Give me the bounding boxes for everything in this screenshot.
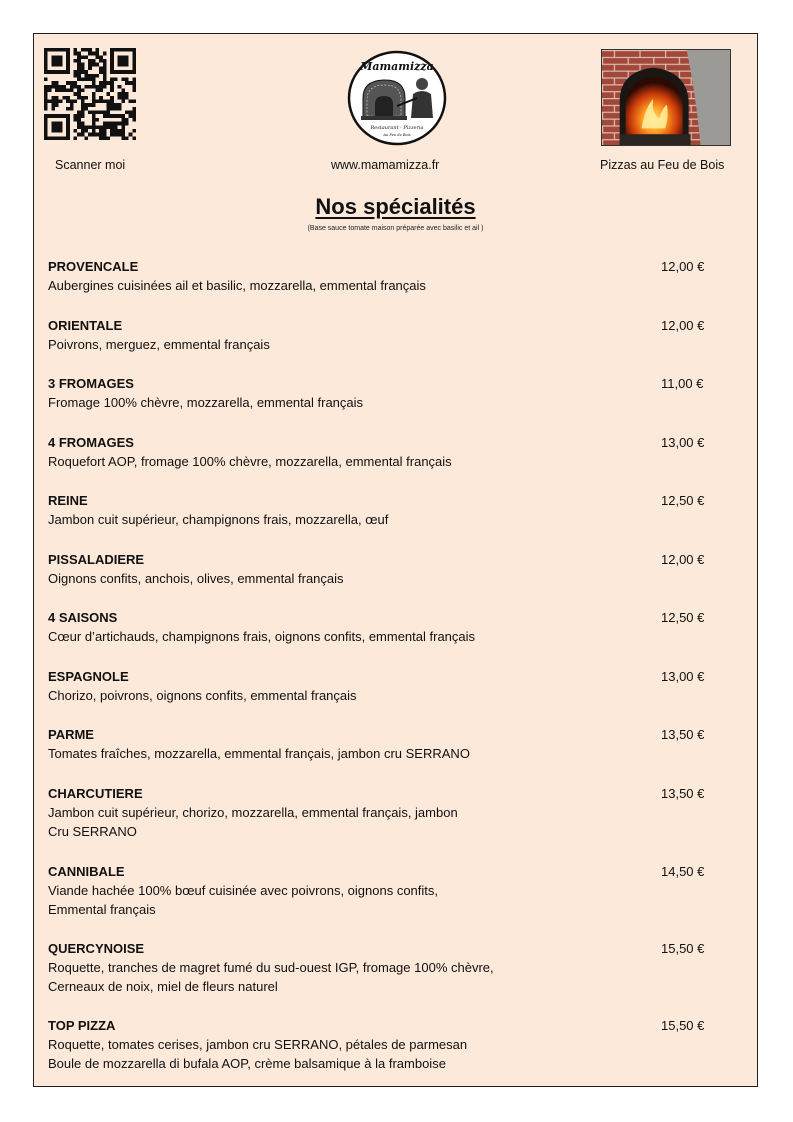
item-name: 3 FROMAGES (48, 376, 134, 391)
item-description: Roquefort AOP, fromage 100% chèvre, mozzarella, emmental français (48, 453, 452, 469)
item-price: 11,00 € (661, 376, 704, 391)
item-price: 12,50 € (661, 610, 705, 625)
item-description: Cœur d’artichauds, champignons frais, oignons confits, emmental français (48, 629, 476, 644)
website-link[interactable]: www.mamamizza.fr (331, 158, 440, 172)
item-name: QUERCYNOISE (48, 940, 145, 956)
item-price: 13,50 € (661, 727, 705, 742)
menu-item (48, 862, 748, 920)
item-price: 13,50 € (661, 785, 705, 801)
item-name: REINE (48, 493, 88, 508)
menu-item (48, 939, 748, 997)
item-price: 14,50 € (661, 863, 705, 879)
qr-caption: Scanner moi (55, 158, 126, 172)
item-description: Emmental français (48, 902, 156, 917)
menu-item (48, 550, 748, 589)
item-description: Aubergines cuisinées ail et basilic, mozzarella, emmental français (48, 278, 426, 293)
menu-item (48, 667, 748, 706)
item-price: 12,50 € (661, 493, 705, 508)
item-price: 12,00 € (661, 259, 705, 274)
item-price: 12,00 € (661, 317, 705, 333)
item-name: CHARCUTIERE (48, 785, 143, 801)
item-description: Cru SERRANO (48, 824, 137, 839)
logo-brand-text: Mamamizza (360, 60, 434, 73)
item-description: Poivrons, merguez, emmental français (48, 336, 270, 352)
item-name: 4 FROMAGES (48, 434, 134, 450)
section-subtitle: (Base sauce tomate maison préparée avec basilic et ail ) (307, 225, 484, 232)
logo-tagline-text: Restaurant · Pizzeria (370, 125, 424, 131)
item-name: PISSALADIERE (48, 551, 145, 567)
menu-items-list (48, 257, 748, 1074)
item-description: Chorizo, poivrons, oignons confits, emmental français (48, 687, 357, 703)
item-name: ORIENTALE (48, 317, 123, 333)
item-name: CANNIBALE (48, 863, 125, 879)
item-price: 13,00 € (661, 434, 705, 450)
menu-item (48, 374, 748, 413)
menu-item (48, 784, 748, 842)
qr-code-icon[interactable] (44, 47, 136, 141)
wood-fire-oven-photo (601, 49, 731, 146)
item-name: PARME (48, 727, 94, 742)
item-name: ESPAGNOLE (48, 668, 129, 684)
item-description: Viande hachée 100% bœuf cuisinée avec poivrons, oignons confits, (48, 882, 439, 898)
section-title: Nos spécialités (315, 194, 476, 219)
item-description: Fromage 100% chèvre, mozzarella, emmental français (48, 395, 364, 410)
menu-sheet (33, 33, 758, 1087)
item-name: PROVENCALE (48, 259, 139, 274)
restaurant-logo (347, 50, 447, 146)
menu-item (48, 725, 748, 764)
item-price: 13,00 € (661, 668, 705, 684)
item-description: Jambon cuit supérieur, champignons frais, mozzarella, œuf (48, 512, 389, 527)
item-description: Oignons confits, anchois, olives, emmental français (48, 570, 344, 586)
item-description: Boule de mozzarella di bufala AOP, crème balsamique à la framboise (48, 1056, 446, 1071)
item-description: Roquette, tranches de magret fumé du sud-ouest IGP, fromage 100% chèvre, (48, 959, 494, 975)
item-description: Cerneaux de noix, miel de fleurs naturel (48, 979, 278, 994)
menu-item (48, 257, 748, 296)
item-description: Jambon cuit supérieur, chorizo, mozzarella, emmental français, jambon (48, 804, 458, 820)
item-name: 4 SAISONS (48, 610, 118, 625)
item-description: Tomates fraîches, mozzarella, emmental français, jambon cru SERRANO (48, 746, 470, 761)
item-price: 15,50 € (661, 1017, 705, 1033)
item-price: 15,50 € (661, 940, 705, 956)
logo-subtagline-text: Au Feu de Bois (383, 133, 411, 137)
menu-item (48, 316, 748, 355)
menu-item (48, 491, 748, 530)
item-name: TOP PIZZA (48, 1017, 116, 1033)
menu-item (48, 608, 748, 647)
item-price: 12,00 € (661, 551, 705, 567)
item-description: Roquette, tomates cerises, jambon cru SERRANO, pétales de parmesan (48, 1036, 468, 1052)
photo-caption: Pizzas au Feu de Bois (600, 158, 725, 172)
menu-item (48, 1016, 748, 1074)
menu-item (48, 433, 748, 472)
